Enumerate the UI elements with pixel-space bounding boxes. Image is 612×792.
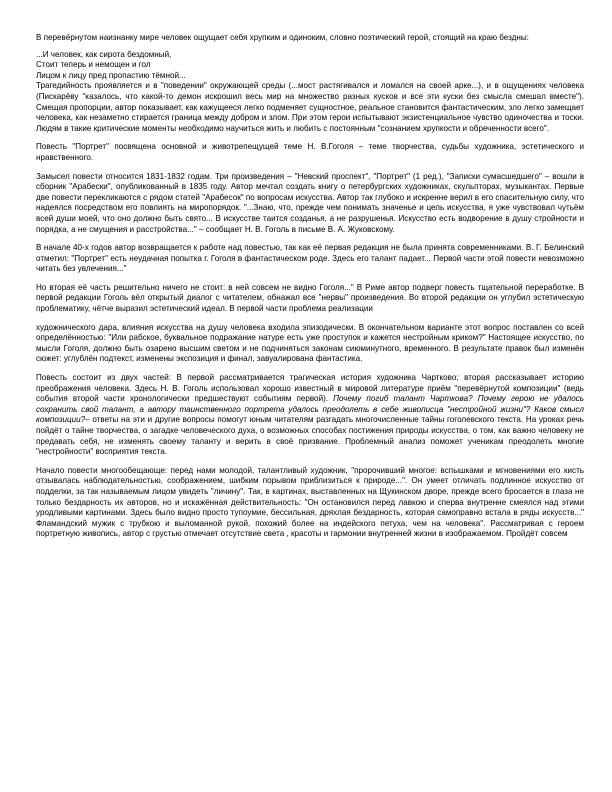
poem-line-2: Стоит теперь и немощен и гол [36,60,151,70]
composition-text-end: – ответы на эти и другие вопросы помогут юным читателям разгадать многочисленные тайны гоголевского текста. На уроках речь пойдёт о тайне творчества, о загадке человеческого духа, о возможных способах постижения природы искусства, о том, как важно человеку не предавать себя, не изменять своему таланту и верить в своё призвание. Проблемный анализ поможет ученикам преодолеть многие "нестройности" восприятия текста. [36,415,584,457]
poem-line-3: Лицом к лицу пред пропастию тёмной... [36,70,186,80]
poem-line-1: ...И человек, как сирота бездомный, [36,49,172,59]
composition-questions: Почему погиб талант Чарткова? Почему герою не удалось сохранить свой талант, а автору таинственного портрета удалось преодолеть в себе живописца "нестройной жизни"? Каков смысл композиции? [36,394,584,425]
paragraph-conception: Замысел повести относится 1831-1832 годам. Три произведения – "Невский проспект", "Портрет" (1 ред.), "Записки сумасшедшего" – вошли в сборник "Арабески", опубликованный в 1835 году. Автор мечтал создать книгу о петербургских художниках, скульпторах, музыкантах. Первые две повести перекликаются с рядом статей "Арабесок" по вопросам искусства. Автор так глубоко и искренне верил в его спасительную силу, что надеялся посредством его повлиять на миропорядок. "...Знаю, что, прежде чем понимать значенье и цель искусства, я уже чувствовал чутьём всей души моей, что оно должно быть свято... В искусстве таится созданья, а не разрушенья. Искусство есть водворение в душу стройности и порядка, а не смущения и расстройства..." – сообщает Н. В. Гоголь в письме В. А. Жуковскому. [36,171,584,234]
paragraph-second-part: Но вторая её часть решительно ничего не стоит: в ней совсем не видно Гоголя..." В Риме автор подверг повесть тщательной переработке. В первой редакции Гоголь вёл открытый диалог с читателем, обнажал все "нервы" произведения. Во второй редакции он углубил эстетическую проблематику, чётче выразил эстетический идеал. В первой части проблема реализации [36,282,584,314]
paragraph-intro: В перевёрнутом наизнанку мире человек ощущает себя хрупким и одиноким, словно поэтический герой, стоящий на краю бездны: [36,33,529,42]
paragraph-art-gift: художнического дара, влияния искусства на душу человека входила эпизодически. В окончательном варианте этот вопрос поставлен со всей определённостью: "Или рабское, буквальное подражание натуре есть уже проступок и кажется нестройным криком?" Настоящее искусство, по мысли Гоголя, должно быть озарено высшим светом и не подчиняться законам сиюминутного, временного. В результате правок был изменён сюжет: углублён подтекст, изменены экспозиция и финал, завуалирована фантастика. [36,322,584,364]
paragraph-portrait-theme: Повесть "Портрет" посвящена основной и животрепещущей теме Н. В.Гоголя – теме творчества, судьбы художника, эстетического и нравственного. [36,142,584,162]
composition-text: Повесть состоит из двух частей: В первой рассматривается трагическая история художника Чартково; вторая рассказывает историю преображения человека. Здесь Н. В. Гоголь использовал хорошо известный в мировой литературе приём "перевёрнутой композиции" (ведь события второй части хронологически предшествуют событиям первой). [36,373,584,404]
paragraph-revision: В начале 40-х годов автор возвращается к работе над повестью, так как её первая редакция не была принята современниками. В. Г. Белинский отметил: "Портрет" есть неудачная попытка г. Гоголя в фантастическом роде. Здесь его талант падает... Первой части этой повести невозможно читать без увлечения..." [36,243,584,274]
paragraph-tragedy: Трагедийность проявляется и в "поведении" окружающей среды (...мост растягивался и ломался на своей арке...), и в ощущениях человека (Пискарёву "казалось, что какой-то демон искрошил весь мир на множество разных кусков и все эти куски без смысла смешал вместе"). Смещая пропорции, автор показывает, как кажущееся легко подменяет сущностное, реальное становится фантастическим, зло легко замещает человека, как незаметно стирается граница между добром и злом. При этом герои испытывают экзистенциальное чувство одиночества и тоски. Людям в такие критические моменты необходимо научиться жить и любить с постоянным "сознанием хрупкости и обреченности всего". [36,81,584,133]
document-body [36,33,584,540]
paragraph-composition [36,373,584,458]
paragraph-beginning: Начало повести многообещающе: перед нами молодой, талантливый художник, "пророчивший многое: вспышками и мгновениями его кисть отзывалась наблюдательностью, соображением, шибким порывом приблизиться к природе...". Он умеет отличать подлинное искусство от подделки, за так называемым лицом увидеть "личину". Так, в картинах, выставленных на Щукинском дворе, прежде всего бросается в глаза не только бездарность их авторов, но и искажённая действительность: "Он остановился перед лавкою и сперва внутренне смеялся над этими уродливыми картинами. Здесь было видно просто тупоумие, бессильная, дряхлая бездарность, которая самоправно встала в ряды искусств..." Фламандский мужик с трубкою и выломанной рукой, похожий более на индейского петуха, чем на человека". Рассматривая с героем портретную живопись, автор с грустью отмечает отсутствие света , красоты и гармонии внутренней жизни в изображаемом. Пройдёт совсем [36,465,584,539]
